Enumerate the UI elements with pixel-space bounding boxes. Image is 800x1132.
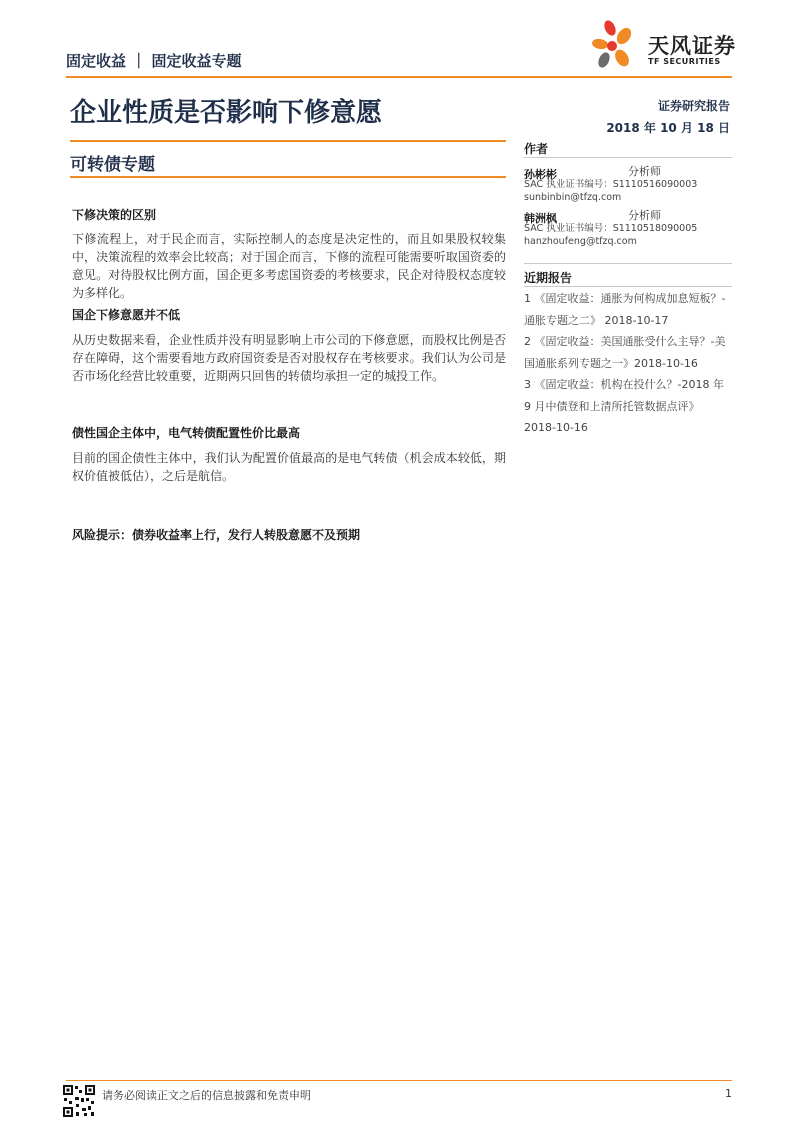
footer-disclaimer: 请务必阅读正文之后的信息披露和免责申明 bbox=[102, 1089, 311, 1102]
recent-top-divider bbox=[524, 263, 732, 264]
title-divider bbox=[70, 140, 506, 142]
logo-name-cn: 天风证券 bbox=[648, 34, 736, 58]
recent-reports-heading: 近期报告 bbox=[524, 271, 573, 285]
qr-code-icon bbox=[62, 1084, 96, 1118]
recent-report-item[interactable]: 2 《固定收益：美国通胀受什么主导？-美国通胀系列专题之一》2018-10-16 bbox=[524, 335, 726, 370]
author-name: 孙彬彬 bbox=[524, 168, 557, 181]
subtitle-divider bbox=[70, 176, 506, 178]
author-name: 韩洲枫 bbox=[524, 212, 557, 225]
authors-heading: 作者 bbox=[524, 142, 549, 156]
section-heading: 下修决策的区别 bbox=[72, 208, 157, 222]
recent-report-item[interactable]: 1 《固定收益：通胀为何构成加息短板？-通胀专题之二》 2018-10-17 bbox=[524, 292, 726, 327]
section-heading: 债性国企主体中，电气转债配置性价比最高 bbox=[72, 426, 301, 440]
recent-reports-list bbox=[524, 288, 732, 439]
author-email[interactable]: hanzhoufeng@tfzq.com bbox=[524, 236, 637, 247]
report-type: 证券研究报告 bbox=[657, 99, 730, 113]
author-role: 分析师 bbox=[628, 165, 661, 178]
section-body: 从历史数据来看，企业性质并没有明显影响上市公司的下修意愿，而股权比例是否存在障碍，这个需要看地方政府国资委是否对股权存在考核要求。我们认为公司是否市场化经营比较重要，近期两只回售的转债均承担一定的城投工作。 bbox=[72, 333, 506, 383]
author-sac: SAC 执业证书编号：S1110518090005 bbox=[524, 223, 698, 234]
page-title: 企业性质是否影响下修意愿 bbox=[70, 98, 383, 128]
report-category: 固定收益 ｜ 固定收益专题 bbox=[66, 52, 242, 70]
footer-divider bbox=[66, 1080, 732, 1081]
page-subtitle: 可转债专题 bbox=[70, 155, 155, 175]
author-card bbox=[524, 163, 732, 204]
header-divider bbox=[66, 76, 732, 78]
author-sac: SAC 执业证书编号：S1110516090003 bbox=[524, 179, 698, 190]
section-heading: 国企下修意愿并不低 bbox=[72, 308, 181, 322]
recent-divider bbox=[524, 286, 732, 287]
logo-name-en: TF SECURITIES bbox=[648, 57, 721, 66]
section-body: 目前的国企债性主体中，我们认为配置价值最高的是电气转债（机会成本较低，期权价值被低估），之后是航信。 bbox=[72, 451, 506, 483]
risk-warning: 风险提示：债券收益率上行，发行人转股意愿不及预期 bbox=[72, 528, 361, 542]
author-email[interactable]: sunbinbin@tfzq.com bbox=[524, 192, 622, 203]
page-number: 1 bbox=[725, 1087, 732, 1100]
recent-report-item[interactable]: 3 《固定收益：机构在投什么？-2018 年 9 月中债登和上清所托管数据点评》 2018-10-16 bbox=[524, 378, 724, 434]
author-card bbox=[524, 207, 732, 248]
author-role: 分析师 bbox=[628, 209, 661, 222]
section-body: 下修流程上，对于民企而言，实际控制人的态度是决定性的，而且如果股权较集中，决策流程的效率会比较高；对于国企而言，下修的流程可能需要听取国资委的意见。对待股权比例方面，国企更多考虑国资委的考核要求，民企对待股权态度较为多样化。 bbox=[72, 232, 506, 300]
authors-divider bbox=[524, 157, 732, 158]
tf-logo-icon bbox=[588, 18, 644, 74]
report-date: 2018 年 10 月 18 日 bbox=[606, 121, 730, 135]
